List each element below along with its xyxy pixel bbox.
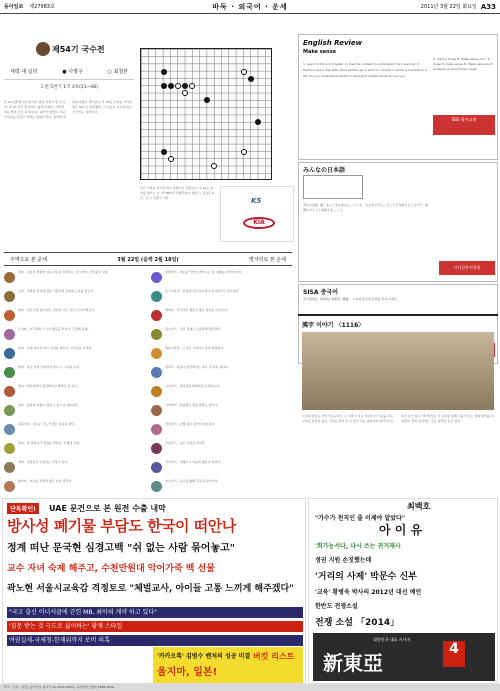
footer-bar: 부고 · 인사 · 알림 | 동아일보 광고국 02-2020-0000 | 독자서비스센터 1588-0000	[0, 684, 500, 691]
magazine-name: 新東亞	[323, 651, 383, 675]
move-commentary: 흑이 우변을 지키면 백은 하변으로 전환한다. 흑 41은 실리를 챙기는 수. 백 48까지 진행되었다. 해설 = 김승준 9단 · 글 = 김종석 기자	[140, 186, 214, 200]
ad-headline: 방사성 폐기물 부담도 한국이 떠안나	[7, 517, 236, 535]
zodiac-icon	[4, 481, 15, 492]
horoscope-text: 천칭자리 - 균형 잡힌 판단이 필요하다.	[165, 422, 216, 426]
zodiac-icon	[151, 443, 162, 454]
horoscope-text: 전갈자리 - 숨은 기회를 찾아라.	[165, 441, 206, 445]
japanese-logo: 시사일본어학원	[439, 261, 495, 275]
magazine-logo	[313, 633, 495, 681]
black-stone	[161, 149, 167, 155]
zodiac-icon	[4, 272, 15, 283]
black-stone	[161, 69, 167, 75]
zodiac-icon	[151, 424, 162, 435]
black-stone	[182, 83, 188, 89]
ad-right-name: 최백호	[407, 502, 431, 511]
horoscope-item	[4, 460, 145, 477]
zodiac-icon	[151, 348, 162, 359]
japanese-panel	[298, 162, 498, 282]
horoscope-item	[151, 460, 292, 477]
zodiac-icon	[4, 367, 15, 378]
hanja-photo	[302, 332, 494, 410]
horoscope-item	[4, 365, 145, 382]
zodiac-icon	[4, 462, 15, 473]
hanja-title: 漢字 이야기 〈1116〉	[302, 322, 365, 329]
horoscope-text: 양자리 - 적극적인 행동이 좋은 결과로 이어진다.	[165, 308, 228, 312]
zodiac-icon	[4, 443, 15, 454]
ad-right-panel	[308, 498, 498, 684]
horoscope-text: 물고기자리 - 감정에 치우치지 말고 이성적으로 판단하라.	[165, 289, 240, 293]
chinese-text: 今天的表达: 你好吗? 我很好, 谢谢。 오늘의 중국어 표현을 익혀 보세요.	[303, 297, 398, 301]
horoscope-item	[4, 308, 145, 325]
horoscope-text: 사자자리 - 리더십을 발휘하면 주목받는다.	[165, 384, 221, 388]
zodiac-icon	[151, 462, 162, 473]
exclusive-badge: 단독확인!	[7, 503, 39, 514]
horoscope-text: 황소자리 - 금전 문제는 신중하게 처리하라.	[165, 327, 222, 331]
zodiac-icon	[4, 424, 15, 435]
baduk-section	[0, 18, 296, 248]
zodiac-icon	[4, 405, 15, 416]
white-stone	[182, 90, 188, 96]
ad-right-line: '교육' 황병욱 박사의 2012년 대선 예언	[315, 589, 422, 596]
horoscope-text: 처녀자리 - 꼼꼼함이 빛을 발하는 날이다.	[165, 403, 219, 407]
game-info: 도전 5번기 1국 3보(21~48)	[40, 85, 98, 90]
zodiac-icon	[151, 481, 162, 492]
section-title: 바둑 · 외국어 · 운세	[212, 2, 288, 11]
english-review-title: English Review	[303, 39, 363, 47]
baduk-title: 제54기 국수전	[52, 45, 105, 54]
zodiac-icon	[4, 329, 15, 340]
white-stone	[189, 83, 195, 89]
zodiac-icon	[4, 386, 15, 397]
ad-bottom-tag: 버킷 리스트	[253, 652, 295, 661]
japanese-title: みんなの日本語	[303, 167, 346, 174]
players-line	[4, 68, 134, 80]
horoscope-text: 돼지띠 - 여유를 가지면 좋은 일이 생긴다.	[18, 479, 73, 483]
english-review-logo: EBS 영어교재	[433, 115, 495, 135]
horoscope-text: 말띠 - 대인관계가 원만해지고 협력이 잘 된다.	[18, 384, 78, 388]
horoscope-text: 용띠 - 오래 준비한 일이 결실을 맺는다. 자신감을 가져라.	[18, 346, 93, 350]
zodiac-icon	[151, 310, 162, 321]
ad-row: 교수 자녀 숙제 해주고, 수천만원대 악어가죽 백 선물	[7, 564, 215, 574]
magazine-ad	[0, 498, 500, 684]
paper-name: 동아일보	[4, 4, 24, 10]
english-review-text: 1. Learn to think in English. 2. Use the context to understand the meaning. 3. Practice every day with short sentences. A word in context is worth a hundred in a list. Do you understand what I'm saying? It makes sense to me now.	[303, 62, 428, 78]
black-stone	[168, 83, 174, 89]
horoscope-item	[4, 270, 145, 287]
zodiac-icon	[4, 291, 15, 302]
horoscope-item	[151, 365, 292, 382]
ad-right-big: 아 이 유	[379, 523, 423, 537]
horoscope-right-head: 별자리로 본 운세	[248, 256, 286, 263]
zodiac-icon	[151, 367, 162, 378]
zodiac-icon	[4, 348, 15, 359]
horoscope-item	[4, 289, 145, 306]
ad-bottom-headline: 울지마, 일본!	[157, 667, 218, 678]
ad-row: 정계 떠난 문국현 심경고백 "쉬 없는 사람 묶어놓고"	[7, 543, 235, 554]
magazine-tagline: 대한민국 대표 시사지	[373, 637, 411, 642]
white-stone	[168, 156, 174, 162]
ad-right-line: '회가능서다, 다시 쓰는 귀거래사	[315, 543, 401, 550]
horoscope-item	[151, 289, 292, 306]
ad-right-line: 전쟁 소설 「2014」	[315, 618, 400, 628]
black-stone	[248, 76, 254, 82]
ad-row: 곽노현 서울시교육감 격정토로 "체벌교사, 아이들 고통 느끼게 해주겠다"	[7, 584, 294, 594]
horoscope-item	[151, 422, 292, 439]
english-review-box: A. Idioms today B. Make sense of C. It doesn't make sense D. Make sense to E. Answers on tomorrow's page	[433, 57, 494, 71]
white-stone	[241, 69, 247, 75]
ad-band: '질문 받는 것 극도로 싫어하는' 황제 스타일	[7, 621, 303, 632]
zodiac-icon	[151, 272, 162, 283]
horoscope-item	[151, 441, 292, 458]
horoscope-text: 쥐띠 - 오늘은 계획한 일을 차분히 진행하는 것이 좋다. 금전운은 보통.	[18, 270, 109, 274]
ad-bottom-box	[153, 647, 303, 683]
japanese-text: 今日の会話: 遅くなってすみません。いいえ、大丈夫ですよ。ちょうど今来たところです。表現のポイントを覚えましょう。	[303, 203, 429, 212]
horoscope-text: 사수자리 - 여행이나 이동에 행운이 따른다.	[165, 460, 222, 464]
horoscope-text: 염소자리 - 목표를 향해 꾸준히 나아가라.	[165, 479, 219, 483]
horoscope-item	[151, 479, 292, 496]
ad-band: "국고 출신 이너서클에 갇힌 MB, 최악의 게약 하고 있다"	[7, 607, 303, 618]
horoscope-item	[151, 308, 292, 325]
horoscope-date: 3월 22일 (음력 2월 18일)	[117, 256, 179, 263]
ad-bottom-line: '카카오톡' 김범수 벤처의 성공 비결	[157, 653, 251, 660]
english-review-subtitle: Make sense	[303, 49, 336, 55]
horoscope-text: 뱀띠 - 작은 일에 집착하지 말고 큰 그림을 보라.	[18, 365, 80, 369]
hanja-text: 오늘의 한자는 사람 인(人)이다. 두 사람이 서로 기대어 선 모습을 본뜬 글자로 알려져 있다. 사람은 혼자 살 수 없고 서로 의지하며 살아간다는 뜻이 담겨 있다. 옛사람들은 이 글자를 통해 더불어 사는 삶의 의미를 되새겼다. 한자 하나에도 깊은 철학이 숨어 있다.	[302, 414, 494, 423]
ad-subtitle: UAE 문건으로 본 원전 수출 내막	[49, 504, 166, 513]
kia-ad	[220, 186, 294, 242]
horoscope-text: 개띠 - 성실함이 인정받는 하루가 된다.	[18, 460, 69, 464]
zodiac-icon	[151, 291, 162, 302]
kia-logo: KIA	[243, 217, 275, 229]
zodiac-icon	[4, 310, 15, 321]
horoscope-text: 범띠 - 서두르면 실수한다. 천천히 가는 것이 오히려 빠르다.	[18, 308, 96, 312]
page-number: A33	[480, 2, 496, 11]
horoscope-text: 토끼띠 - 가족과의 시간이 행운을 부른다. 건강에 유의.	[18, 327, 89, 331]
zodiac-icon	[151, 386, 162, 397]
black-stone	[204, 97, 210, 103]
masthead	[0, 0, 500, 14]
horoscope-grid	[4, 270, 292, 494]
horoscope-item	[151, 327, 292, 344]
k5-logo: K5	[251, 197, 262, 205]
horoscope-text: 물병자리 - 새로운 인연이 찾아오는 날. 대화를 아끼지 마라.	[165, 270, 243, 274]
horoscope-item	[4, 384, 145, 401]
white-stone	[211, 163, 217, 169]
horoscope-text: 게자리 - 마음이 편안해지는 하루. 휴식을 취하라.	[165, 365, 229, 369]
go-board	[140, 48, 272, 180]
horoscope-item	[4, 441, 145, 458]
horoscope-text: 소띠 - 주변의 조언에 귀를 기울이면 뜻밖의 도움을 얻는다.	[18, 289, 95, 293]
black-stone	[161, 83, 167, 89]
white-stone	[175, 83, 181, 89]
magazine-issue: 4	[443, 641, 465, 667]
ad-right-line: '거리의 사제' 박문수 신부	[315, 572, 417, 582]
ad-band: 여권실세-국세청-한재위까지 로비 의혹	[7, 635, 303, 646]
horoscope-header	[4, 252, 292, 266]
ad-right-quote: "가수가 천직인 줄 이제야 알았다"	[315, 515, 405, 522]
black-player: ● 이영구	[62, 69, 83, 75]
horoscope-section	[0, 250, 296, 496]
horoscope-text: 쌍둥이자리 - 소식을 기다리던 일이 해결된다.	[165, 346, 224, 350]
zodiac-icon	[151, 405, 162, 416]
issue-number: 제27983호	[29, 4, 55, 10]
black-stone	[255, 119, 261, 125]
horoscope-item	[151, 270, 292, 287]
chinese-title: SISA 중국어	[303, 289, 338, 296]
english-review-panel	[298, 34, 498, 160]
zodiac-icon	[151, 329, 162, 340]
horoscope-item	[151, 384, 292, 401]
baduk-emblem-icon	[36, 42, 50, 56]
issue-date: 2011년 3월 22일 화요일	[420, 4, 477, 10]
ad-left-panel	[2, 498, 306, 684]
horoscope-text: 원숭이띠 - 새로운 시도가 좋은 성과를 낸다.	[18, 422, 76, 426]
horoscope-left-head: 주역으로 본 운세	[10, 256, 47, 263]
horoscope-item	[4, 327, 145, 344]
horoscope-item	[4, 422, 145, 439]
white-stone	[241, 149, 247, 155]
horoscope-item	[4, 403, 145, 420]
horoscope-text: 양띠 - 뜻밖의 지출이 생길 수 있으니 대비하라.	[18, 403, 79, 407]
horoscope-item	[151, 403, 292, 420]
horoscope-item	[4, 479, 145, 496]
ad-right-line: 정권 지원 손짓했는데	[315, 557, 372, 564]
horoscope-item	[4, 346, 145, 363]
horoscope-text: 닭띠 - 말 한마디가 상황을 바꾼다. 언행에 주의.	[18, 441, 80, 445]
ad-right-line: 한반도 전쟁소설	[315, 603, 358, 610]
white-player: ○ 최철한	[107, 69, 128, 75]
players-label: 세력 대 실리	[10, 69, 38, 75]
horoscope-item	[151, 346, 292, 363]
baduk-commentary: 흑 21이면 왜 만수의 적은 말을 지켜야 할 곳이다. 백 25 이후 백 대마는 삶에 가깝다. 기세에서는 백이 조금 유리하다는 평가가 많았다. 흑은 우상귀를 굳히고 하변을 넓혀야 한다. 실리와 세력의 대결이 계속된다. 흑 29로 모양을 지키자 백은 30으로 침입했다. 이 수순은 서로의 의도가 맞서는 장면이다.	[4, 100, 132, 119]
japanese-box	[303, 175, 363, 199]
